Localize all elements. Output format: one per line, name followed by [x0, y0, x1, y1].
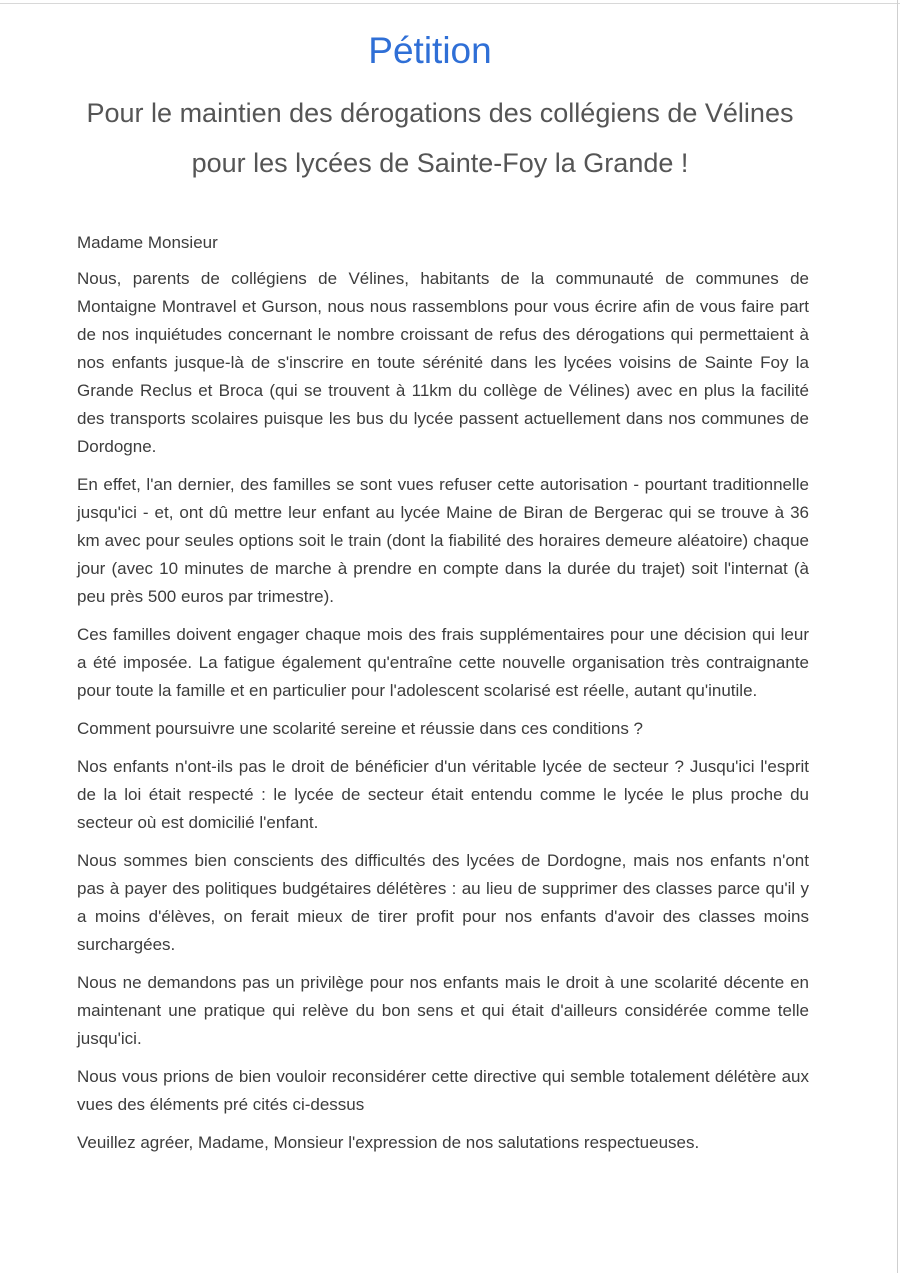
paragraph-reconsider: Nous vous prions de bien vouloir reconsidérer cette directive qui semble totalement délétère aux vues des éléments pré cités ci-dessus [77, 1067, 809, 1114]
top-scan-edge [0, 3, 900, 4]
paragraph-budget: Nous sommes bien conscients des difficultés des lycées de Dordogne, mais nos enfants n'ont pas à payer des politiques budgétaires délétères : au lieu de supprimer des classes parce qu'il y a moins d'élèves, on ferait mieux de tirer profit pour nos enfants d'avoir des classes moins surchargées. [77, 851, 809, 954]
paragraph-question: Comment poursuivre une scolarité sereine et réussie dans ces conditions ? [77, 719, 644, 738]
paragraph-sector-school: Nos enfants n'ont-ils pas le droit de bénéficier d'un véritable lycée de secteur ? Jusqu'ici l'esprit de la loi était respecté : le lycée de secteur était entendu comme le lycée le plus proche du secteur où est domicilié l'enfant. [77, 757, 809, 832]
salutation: Madame Monsieur [77, 233, 218, 252]
paragraph-intro: Nous, parents de collégiens de Vélines, habitants de la communauté de communes de Montaigne Montravel et Gurson, nous nous rassemblons pour vous écrire afin de vous faire part de nos inquiétudes concernant le nombre croissant de refus des dérogations qui permettaient à nos enfants jusque-là de s'inscrire en toute sérénité dans les lycées voisins de Sainte Foy la Grande Reclus et Broca (qui se trouvent à 11km du collège de Vélines) avec en plus la facilité des transports scolaires puisque les bus du lycée passent actuellement dans nos communes de Dordogne. [77, 269, 809, 456]
petition-subtitle: Pour le maintien des dérogations des collégiens de Vélines pour les lycées de Sainte-Foy la Grande ! [86, 98, 794, 178]
letter-body [77, 229, 809, 1167]
paragraph-closing: Veuillez agréer, Madame, Monsieur l'expression de nos salutations respectueuses. [77, 1133, 700, 1152]
paragraph-costs: Ces familles doivent engager chaque mois des frais supplémentaires pour une décision qui leur a été imposée. La fatigue également qu'entraîne cette nouvelle organisation très contraignante pour toute la famille et en particulier pour l'adolescent scolarisé est réelle, autant qu'inutile. [77, 625, 809, 700]
paragraph-last-year: En effet, l'an dernier, des familles se sont vues refuser cette autorisation - pourtant traditionnelle jusqu'ici - et, ont dû mettre leur enfant au lycée Maine de Biran de Bergerac qui se trouve à 36 km avec pour seules options soit le train (dont la fiabilité des horaires demeure aléatoire) chaque jour (avec 10 minutes de marche à prendre en compte dans la durée du trajet) soit l'internat (à peu près 500 euros par trimestre). [77, 475, 809, 606]
paragraph-request: Nous ne demandons pas un privilège pour nos enfants mais le droit à une scolarité décente en maintenant une pratique qui relève du bon sens et qui était d'ailleurs considérée comme telle jusqu'ici. [77, 973, 809, 1048]
petition-title: Pétition [368, 30, 492, 71]
right-scan-edge [897, 0, 898, 1273]
